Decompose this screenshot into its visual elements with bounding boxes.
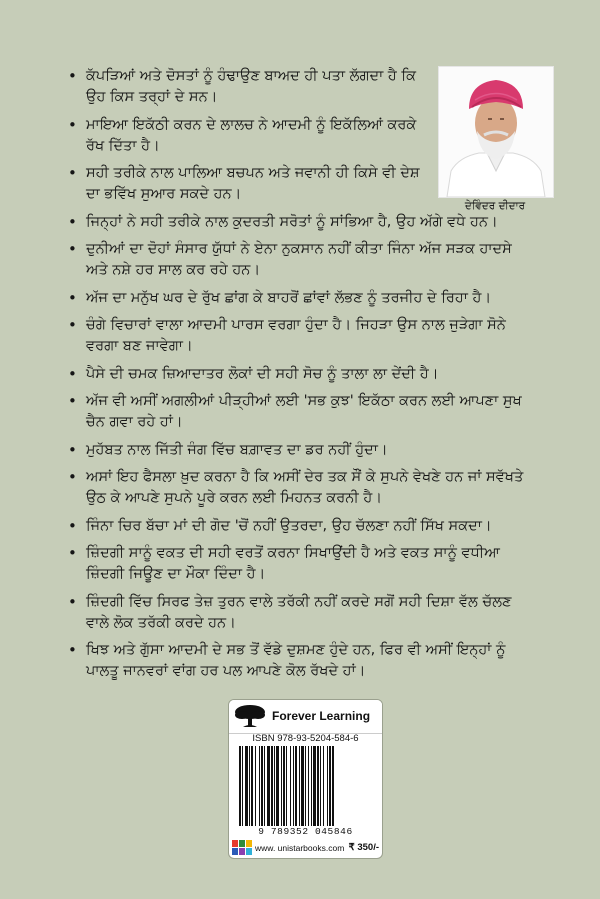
bullet-icon: • — [68, 164, 77, 182]
barcode-bar — [242, 746, 243, 826]
quote-item — [66, 364, 528, 385]
barcode-bar — [290, 746, 291, 826]
barcode-bar — [327, 746, 328, 826]
barcode-bar — [283, 746, 285, 826]
isbn-label: ISBN 978-93-5204-584-6 — [252, 733, 359, 744]
barcode-bar — [245, 746, 248, 826]
bullet-icon: • — [68, 544, 77, 562]
tree-logo-icon — [233, 703, 267, 729]
quote-item — [66, 212, 528, 233]
quote-item — [66, 440, 528, 461]
barcode-bar — [305, 746, 306, 826]
barcode-bar — [276, 746, 279, 826]
barcode-bar — [293, 746, 294, 826]
publisher-tagline: Forever Learning — [272, 709, 371, 723]
bullet-icon: • — [68, 516, 77, 535]
bullet-icon: • — [68, 316, 77, 334]
bullet-icon: • — [68, 468, 77, 486]
quote-item — [66, 516, 528, 537]
author-portrait-icon — [439, 67, 553, 197]
quote-item — [66, 239, 528, 281]
publisher-tagline-band — [229, 700, 382, 734]
publisher-footer — [229, 839, 382, 858]
barcode-bar — [323, 746, 324, 826]
quote-text: ਚੰਗੇ ਵਿਚਾਰਾਂ ਵਾਲਾ ਆਦਮੀ ਪਾਰਸ ਵਰਗਾ ਹੁੰਦਾ ਹੈ। ਜਿਹੜਾ ਉਸ ਨਾਲ ਜੁੜੇਗਾ ਸੋਨੇ ਵਰਗਾ ਬਣ ਜਾਵੇਗਾ। — [86, 317, 506, 354]
barcode-bar — [249, 746, 250, 826]
quote-text: ਜ਼ਿੰਦਗੀ ਸਾਨੂੰ ਵਕਤ ਦੀ ਸਹੀ ਵਰਤੋਂ ਕਰਨਾ ਸਿਖਾਉਂਦੀ ਹੈ ਅਤੇ ਵਕਤ ਸਾਨੂੰ ਵਧੀਆ ਜ਼ਿੰਦਗੀ ਜਿਊਣ ਦਾ ਮੌਕਾ ਦਿੰਦਾ ਹੈ। — [86, 545, 500, 582]
barcode-bar — [320, 746, 321, 826]
barcode-digits: 9 789352 045846 — [258, 826, 353, 837]
barcode-bar — [239, 746, 241, 826]
quote-item — [66, 640, 528, 682]
barcode-bar — [267, 746, 270, 826]
quote-text: ਜ਼ਿੰਦਗੀ ਵਿੱਚ ਸਿਰਫ ਤੇਜ਼ ਤੁਰਨ ਵਾਲੇ ਤਰੱਕੀ ਨਹੀਂ ਕਰਦੇ ਸਗੋਂ ਸਹੀ ਦਿਸ਼ਾ ਵੱਲ ਚੱਲਣ ਵਾਲੇ ਲੋਕ ਤਰੱਕੀ ਕਰਦੇ ਹਨ। — [86, 593, 512, 631]
quote-item — [66, 543, 528, 585]
bullet-icon: • — [68, 440, 77, 459]
barcode-bar — [255, 746, 256, 826]
quote-text: ਮਾਇਆ ਇਕੱਠੀ ਕਰਨ ਦੇ ਲਾਲਚ ਨੇ ਆਦਮੀ ਨੂੰ ਇਕੱਲਿਆਂ ਕਰਕੇ ਰੱਖ ਦਿੱਤਾ ਹੈ। — [86, 116, 417, 154]
bullet-icon: • — [68, 115, 77, 134]
barcode-icon — [239, 746, 372, 826]
bullet-icon: • — [68, 212, 77, 231]
bullet-icon: • — [68, 641, 77, 659]
quote-text: ਦੁਨੀਆਂ ਦਾ ਦੋਹਾਂ ਸੰਸਾਰ ਯੁੱਧਾਂ ਨੇ ਏਨਾ ਨੁਕਸਾਨ ਨਹੀਂ ਕੀਤਾ ਜਿੰਨਾ ਅੱਜ ਸੜਕ ਹਾਦਸੇ ਅਤੇ ਨਸ਼ੇ ਹਰ ਸਾਲ ਕਰ ਰਹੇ ਹਨ। — [86, 241, 512, 278]
barcode-bar — [261, 746, 263, 826]
quote-text: ਕੱਪੜਿਆਂ ਅਤੇ ਦੋਸਤਾਂ ਨੂੰ ਹੰਢਾਉਣ ਬਾਅਦ ਹੀ ਪਤਾ ਲੱਗਦਾ ਹੈ ਕਿ ਉਹ ਕਿਸ ਤਰ੍ਹਾਂ ਦੇ ਸਨ। — [86, 68, 416, 105]
publisher-block — [229, 700, 382, 858]
quote-text: ਅਸਾਂ ਇਹ ਫੈਸਲਾ ਖ਼ੁਦ ਕਰਨਾ ਹੈ ਕਿ ਅਸੀਂ ਦੇਰ ਤਕ ਸੌਂ ਕੇ ਸੁਪਨੇ ਵੇਖਣੇ ਹਨ ਜਾਂ ਸਵੱਖਤੇ ਉਠ ਕੇ ਆਪਣੇ ਸੁਪਨੇ ਪੂਰੇ ਕਰਨ ਲਈ ਮਿਹਨਤ ਕਰਨੀ ਹੈ। — [86, 469, 524, 506]
barcode-bar — [329, 746, 331, 826]
barcode-bar — [311, 746, 312, 826]
quote-item — [66, 315, 528, 357]
quote-item — [66, 163, 428, 205]
bullet-icon: • — [68, 288, 77, 307]
author-name: ਦੇਵਿੰਦਰ ਦੀਦਾਰ — [464, 200, 526, 212]
quote-text: ਜਿੰਨਾ ਚਿਰ ਬੱਚਾ ਮਾਂ ਦੀ ਗੋਦ 'ਚੋਂ ਨਹੀਂ ਉਤਰਦਾ, ਉਹ ਚੱਲਣਾ ਨਹੀਂ ਸਿੱਖ ਸਕਦਾ। — [86, 517, 492, 534]
quote-text: ਮੁਹੱਬਤ ਨਾਲ ਜਿੱਤੀ ਜੰਗ ਵਿੱਚ ਬਗ਼ਾਵਤ ਦਾ ਡਰ ਨਹੀਂ ਹੁੰਦਾ। — [86, 441, 388, 458]
quote-text: ਖਿਝ ਅਤੇ ਗੁੱਸਾ ਆਦਮੀ ਦੇ ਸਭ ਤੋਂ ਵੱਡੇ ਦੁਸ਼ਮਣ ਹੁੰਦੇ ਹਨ, ਫਿਰ ਵੀ ਅਸੀਂ ਇਨ੍ਹਾਂ ਨੂੰ ਪਾਲਤੂ ਜਾਨਵਰਾਂ ਵਾਂਗ ਹਰ ਪਲ ਆਪਣੇ ਕੋਲ ਰੱਖਦੇ ਹਾਂ। — [86, 642, 506, 679]
quote-text: ਜਿਨ੍ਹਾਂ ਨੇ ਸਹੀ ਤਰੀਕੇ ਨਾਲ ਕੁਦਰਤੀ ਸਰੋਤਾਂ ਨੂੰ ਸਾਂਭਿਆ ਹੈ, ਉਹ ਅੱਗੇ ਵਧੇ ਹਨ। — [86, 213, 498, 230]
barcode-bar — [301, 746, 304, 826]
bullet-icon: • — [68, 592, 77, 611]
barcode-bar — [286, 746, 287, 826]
barcode-bar — [313, 746, 316, 826]
barcode-bar — [274, 746, 275, 826]
quote-text: ਅੱਜ ਦਾ ਮਨੁੱਖ ਘਰ ਦੇ ਰੁੱਖ ਛਾਂਗ ਕੇ ਬਾਹਰੋਂ ਛਾਂਵਾਂ ਲੱਭਣ ਨੂੰ ਤਰਜੀਹ ਦੇ ਰਿਹਾ ਹੈ। — [86, 289, 492, 306]
author-photo — [438, 66, 554, 198]
quote-item — [66, 115, 428, 157]
barcode-bar — [264, 746, 265, 826]
quote-item — [66, 592, 528, 634]
bullet-icon: • — [68, 364, 77, 383]
bullet-icon: • — [68, 240, 77, 258]
barcode-bar — [281, 746, 282, 826]
barcode-bar — [259, 746, 260, 826]
barcode-bar — [295, 746, 297, 826]
barcode-bar — [271, 746, 273, 826]
barcode-bar — [308, 746, 309, 826]
quote-item — [66, 467, 528, 509]
publisher-website[interactable]: www. unistarbooks.com — [255, 843, 345, 853]
quote-text: ਅੱਜ ਵੀ ਅਸੀਂ ਅਗਲੀਆਂ ਪੀੜ੍ਹੀਆਂ ਲਈ 'ਸਭ ਕੁਝ' ਇਕੱਠਾ ਕਰਨ ਲਈ ਆਪਣਾ ਸੁਖ ਚੈਨ ਗਵਾ ਰਹੇ ਹਾਂ। — [86, 393, 522, 430]
quote-item — [66, 66, 428, 108]
barcode-bar — [251, 746, 253, 826]
bullet-icon: • — [68, 392, 77, 410]
publisher-logo-icon — [231, 839, 253, 857]
barcode-bar — [299, 746, 300, 826]
quote-item — [66, 391, 528, 433]
quote-text: ਸਹੀ ਤਰੀਕੇ ਨਾਲ ਪਾਲਿਆ ਬਚਪਨ ਅਤੇ ਜਵਾਨੀ ਹੀ ਕਿਸੇ ਵੀ ਦੇਸ਼ ਦਾ ਭਵਿੱਖ ਸੁਆਰ ਸਕਦੇ ਹਨ। — [86, 165, 420, 202]
quote-item — [66, 288, 528, 309]
quote-text: ਪੈਸੇ ਦੀ ਚਮਕ ਜ਼ਿਆਦਾਤਰ ਲੋਕਾਂ ਦੀ ਸਹੀ ਸੋਚ ਨੂੰ ਤਾਲਾ ਲਾ ਦੇਂਦੀ ਹੈ। — [86, 365, 439, 382]
bullet-icon: • — [68, 67, 77, 85]
barcode-bar — [332, 746, 334, 826]
barcode-bar — [317, 746, 319, 826]
book-price: ₹ 350/- — [348, 842, 379, 853]
